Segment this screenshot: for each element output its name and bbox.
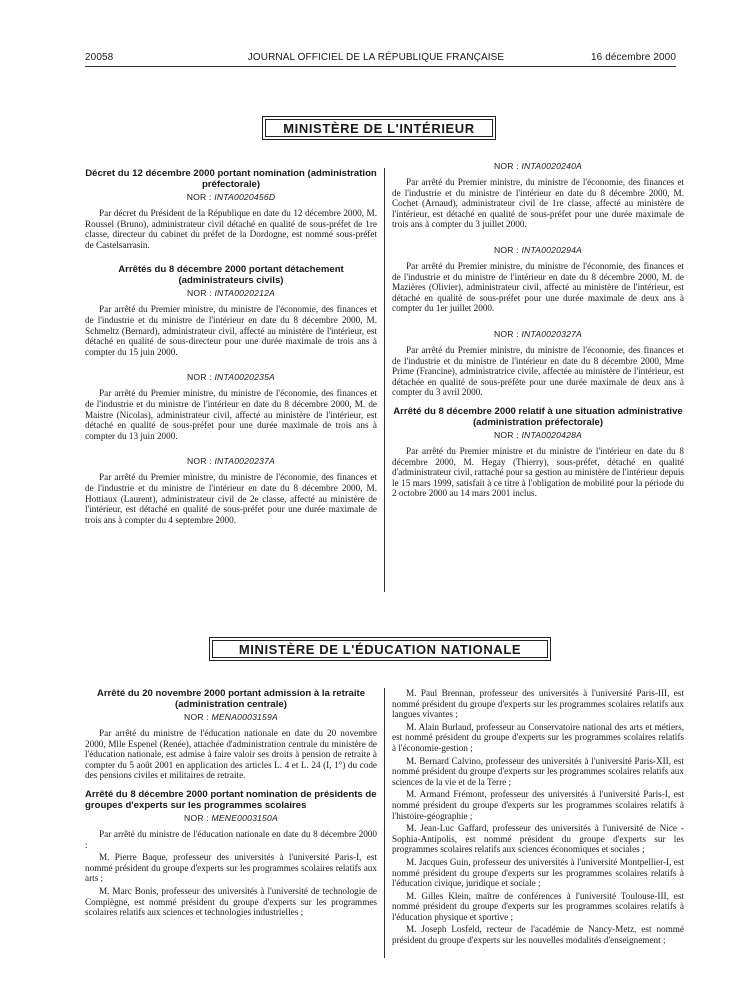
interieur-left-column [85, 168, 377, 527]
interieur-right-column [392, 160, 684, 501]
order-title: Arrêté du 8 décembre 2000 relatif à une situation administrative (administration préfectorale) [393, 405, 683, 428]
nomination-item: M. Paul Brennan, professeur des universités à l'université Paris-III, est nommé président du groupe d'experts sur les programmes scolaires relatifs aux langues vivantes ; [392, 688, 684, 720]
order-title: Arrêté du 8 décembre 2000 portant nomination de présidents de groupes d'experts sur les programmes scolaires [85, 788, 377, 811]
order-text: Par arrêté du ministre de l'éducation nationale en date du 8 décembre 2000 : [85, 828, 377, 850]
issue-date: 16 décembre 2000 [591, 52, 676, 63]
order-title: Arrêtés du 8 décembre 2000 portant détachement (administrateurs civils) [118, 264, 344, 287]
education-left-column [85, 688, 377, 920]
decree-title: Décret du 12 décembre 2000 portant nomination (administration préfectorale) [85, 168, 377, 190]
order-text: Par arrêté du Premier ministre, du ministre de l'économie, des finances et de l'industrie et du ministre de l'intérieur en date du 8 décembre 2000, M. Cochet (Arnaud), administrateur civil de 1re classe, affecté au ministère de l'intérieur, est détaché en qualité de sous-préfet pour une durée maximale de trois ans à compter du 3 juillet 2000. [392, 177, 684, 230]
nomination-item: M. Marc Bonis, professeur des universités à l'université de technologie de Compiègne, est nommé président du groupe d'experts sur les programmes scolaires relatifs aux sciences et technologies industrielles ; [85, 885, 377, 918]
nor-reference: NOR : INTA0020428A [494, 429, 582, 440]
decree-text: Par décret du Président de la République en date du 12 décembre 2000, M. Roussel (Bruno), administrateur civil détaché en qualité de sous-préfet de 1re classe, directeur du cabinet du préfet de la Dordogne, est nommé sous-préfet de Castelsarrasin. [85, 208, 377, 250]
order-text: Par arrêté du Premier ministre, du ministre de l'économie, des finances et de l'industrie et du ministre de l'intérieur en date du 8 décembre 2000, M. de Maistre (Nicolas), administrateur civil, affecté au ministère de l'intérieur, est détaché en qualité de sous-préfet pour une durée maximale de trois ans à compter du 13 juin 2000. [85, 388, 377, 441]
nor-reference: NOR : MENA0003159A [184, 712, 278, 722]
order-title: Arrêté du 20 novembre 2000 portant admission à la retraite (administration centrale) [96, 688, 366, 710]
nomination-item: M. Alain Burlaud, professeur au Conservatoire national des arts et métiers, est nommé président du groupe d'experts sur les programmes scolaires relatifs à l'économie-gestion ; [392, 721, 684, 753]
page-number: 20058 [85, 52, 114, 63]
nor-reference: NOR : INTA0020456D [186, 192, 276, 202]
order-text: Par arrêté du ministre de l'éducation nationale en date du 20 novembre 2000, Mlle Espenel (Renée), attachée d'administration centrale du ministère de l'éducation nationale, est admise à faire valoir ses droits à pension de retraite à compter du 5 août 2001 en application des articles L. 4 et L. 24 (I, 1°) du code des pensions civiles et militaires de retraite. [85, 728, 377, 781]
education-right-column [392, 688, 684, 948]
column-divider [384, 168, 385, 592]
order-text: Par arrêté du Premier ministre, du ministre de l'économie, des finances et de l'industrie et du ministre de l'intérieur en date du 8 décembre 2000, M. Hottiaux (Laurent), administrateur civil de 2e classe, affecté au ministère de l'intérieur, est détaché en qualité de sous-préfet pour une durée maximale de trois ans à compter du 4 septembre 2000. [85, 472, 377, 525]
nor-reference: NOR : INTA0020294A [494, 244, 582, 255]
nomination-item: M. Armand Frémont, professeur des universités à l'université Paris-I, est nommé président du groupe d'experts sur les programmes scolaires relatifs à l'histoire-géographie ; [392, 789, 684, 821]
order-text: Par arrêté du Premier ministre et du ministre de l'intérieur en date du 8 décembre 2000, M. Hegay (Thierry), sous-préfet, détaché en qualité d'administrateur civil, rattaché pour sa gestion au ministère de l'intérieur depuis le 15 mars 1999, satisfait à ce titre à l'obligation de mobilité pour la période du 2 octobre 2000 au 14 mars 2001 inclus. [392, 445, 684, 499]
column-divider [384, 688, 385, 958]
nomination-item: M. Jacques Guin, professeur des universités à l'université Montpellier-I, est nommé président du groupe d'experts sur les programmes scolaires relatifs à l'éducation civique, juridique et sociale ; [392, 856, 684, 889]
nomination-item: M. Jean-Luc Gaffard, professeur des universités à l'université de Nice - Sophia-Antipolis, est nommé président du groupe d'experts sur les programmes scolaires relatifs aux sciences économiques et sociales ; [392, 823, 684, 855]
nor-reference: NOR : INTA0020327A [494, 328, 582, 339]
ministry-heading-education: MINISTÈRE DE L'ÉDUCATION NATIONALE [209, 637, 551, 661]
nomination-item: M. Pierre Baque, professeur des universités à l'université Paris-I, est nommé président du groupe d'experts sur les programmes scolaires relatifs aux arts ; [85, 852, 377, 884]
nomination-item: M. Gilles Klein, maître de conférences à l'université Toulouse-III, est nommé président du groupe d'experts sur les programmes scolaires relatifs à l'éducation physique et sportive ; [392, 890, 684, 922]
order-text: Par arrêté du Premier ministre, du ministre de l'économie, des finances et de l'industrie et du ministre de l'intérieur en date du 8 décembre 2000, Mme Prime (Francine), administratrice civile, affectée au ministère de l'intérieur, est détachée en qualité de sous-préfète pour une durée maximale de deux ans à compter du 3 avril 2000. [392, 344, 684, 398]
nomination-item: M. Joseph Losfeld, recteur de l'académie de Nancy-Metz, est nommé président du groupe d'experts sur les nouvelles modalités d'enseignement ; [392, 924, 684, 946]
nor-reference: NOR : INTA0020240A [494, 161, 582, 171]
nor-reference: NOR : INTA0020212A [187, 288, 275, 299]
nomination-item: M. Bernard Calvino, professeur des universités à l'université Paris-XII, est nommé président du groupe d'experts sur les programmes scolaires relatifs aux sciences de la vie et de la Terre ; [392, 755, 684, 787]
journal-title: JOURNAL OFFICIEL DE LA RÉPUBLIQUE FRANÇAISE [247, 52, 505, 63]
order-text: Par arrêté du Premier ministre, du ministre de l'économie, des finances et de l'industrie et du ministre de l'intérieur en date du 8 décembre 2000, M. Schmeltz (Bernard), administrateur civil, affecté au ministère de l'intérieur, est détaché en qualité de sous-directeur pour une durée maximale de trois ans à compter du 15 juin 2000. [85, 304, 377, 357]
order-text: Par arrêté du Premier ministre, du ministre de l'économie, des finances et de l'industrie et du ministre de l'intérieur en date du 8 décembre 2000, M. de Mazières (Olivier), administrateur civil, affecté au ministère de l'intérieur, est détaché en qualité de sous-préfet pour une durée maximale de deux ans à compter du 1er juillet 2000. [392, 260, 684, 314]
nor-reference: NOR : INTA0020237A [187, 456, 275, 467]
ministry-heading-interieur: MINISTÈRE DE L'INTÉRIEUR [262, 116, 496, 140]
nor-reference: NOR : MENE0003150A [184, 812, 278, 823]
nor-reference: NOR : INTA0020235A [187, 372, 275, 383]
header-rule [85, 66, 676, 67]
